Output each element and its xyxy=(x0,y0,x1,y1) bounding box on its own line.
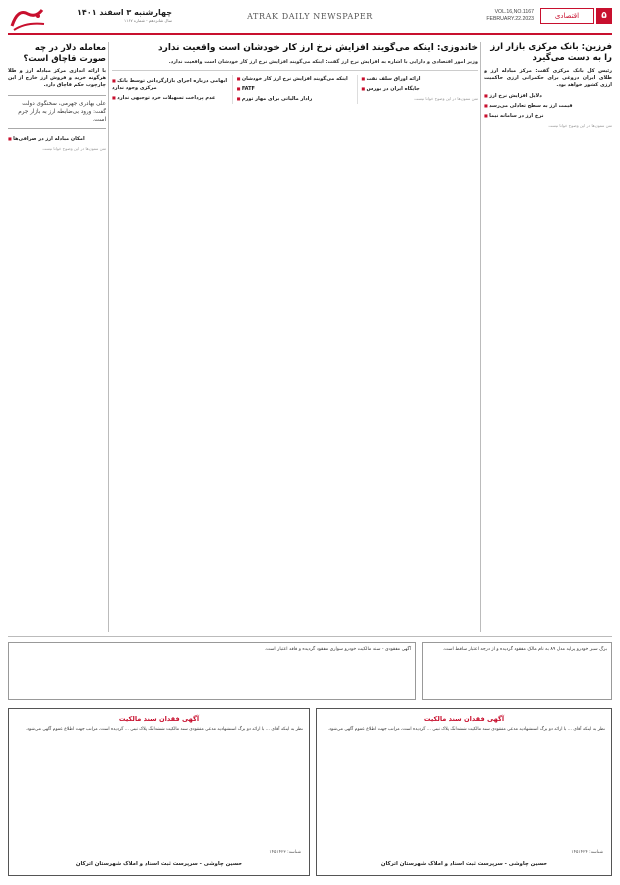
notice-title: آگهی فقدان سند مالکیت xyxy=(118,715,200,723)
classified-ad xyxy=(8,642,416,700)
main-article xyxy=(112,42,478,632)
classified-ad-text: آگهی مفقودی - سند مالکیت خودرو سواری مفقود گردیده و فاقد اعتبار است. xyxy=(264,647,411,652)
column-divider xyxy=(480,42,481,632)
classified-strip xyxy=(8,642,612,702)
right-article-headline: فرزین: بانک مرکزی بازار ارز را به دست می‌گیرد xyxy=(490,42,612,63)
date-block xyxy=(52,8,172,24)
right-article xyxy=(484,42,612,632)
main-subhead: ■ ابهامی درباره اجرای بازارگردانی توسط بانک مرکزی وجود ندارد xyxy=(112,77,229,92)
left-article xyxy=(8,42,106,632)
classified-ad-text: برگ سبز خودرو پراید مدل ۸۹ به نام مالک مفقود گردیده و از درجه اعتبار ساقط است. xyxy=(442,647,607,652)
illegible-text-note: متن ستون‌ها در این وضوح خوانا نیست xyxy=(414,96,478,101)
main-subhead: ■ ارائه اوراق سلف نفت xyxy=(361,75,478,83)
masthead xyxy=(0,0,620,40)
page-number: ۵ xyxy=(596,8,612,24)
legal-notice xyxy=(8,708,310,876)
newspaper-logo xyxy=(8,4,48,34)
notice-signature: حسین چاوشی - سرپرست ثبت اسناد و املاک شهرستان اترکان xyxy=(380,861,548,867)
masthead-rule xyxy=(8,33,612,35)
main-subhead: ■ جایگاه ایران در بورس xyxy=(361,85,478,93)
main-subhead: ■ FATF xyxy=(237,85,354,93)
main-subhead: ■ رادار مالیاتی برای مهار تورم xyxy=(237,95,354,103)
volume-number: VOL.16,NO.1167 xyxy=(494,9,534,15)
left-article-lead: با ارائه اندازی مرکز مبادله ارز و طلا هرگونه خرید و فروش ارز خارج از این چارچوب حکم قاچاق دارد. xyxy=(8,68,106,88)
main-subhead: ■ اینکه می‌گویند افزایش نرخ ارز کار خودشان xyxy=(237,75,354,83)
right-article-lead: رئیس کل بانک مرکزی گفت: مرکز مبادله ارز و طلای ایران دروغی برای حکمرانی ارزی حاکمیت ارزی کشور خواهد بود. xyxy=(484,68,612,88)
main-article-body xyxy=(112,75,478,104)
main-article-headline: خاندوزی: اینکه می‌گویند افزایش نرخ ارز کار خودشان است واقعیت ندارد xyxy=(158,43,478,53)
column-divider xyxy=(108,42,109,632)
logo-mark xyxy=(8,4,48,34)
illegible-text-note: متن ستون‌ها در این وضوح خوانا نیست xyxy=(548,123,612,128)
issue-info: سال شانزدهم - شماره ۱۱۶۷ xyxy=(124,18,172,23)
legal-notice xyxy=(316,708,612,876)
right-subhead: ■ نرخ ارز در سامانه نیما xyxy=(484,112,612,120)
section-divider xyxy=(8,636,612,637)
paper-name: ATRAK DAILY NEWSPAPER xyxy=(247,12,373,21)
notice-body: نظر به اینکه آقای ... با ارائه دو برگ استشهادیه مدعی مفقودی سند مالکیت ششدانگ پلاک ثبتی ... گردیده است، مراتب جهت اطلاع عموم آگهی می‌شود. xyxy=(25,727,303,732)
main-subhead: ■ عدم پرداخت تسهیلات خرد توجیهی ندارد xyxy=(112,94,229,102)
notice-title: آگهی فقدان سند مالکیت xyxy=(423,715,505,723)
notice-signature: حسین چاوشی - سرپرست ثبت اسناد و املاک شهرستان اترکان xyxy=(75,861,243,867)
notice-body: نظر به اینکه آقای ... با ارائه دو برگ استشهادیه مدعی مفقودی سند مالکیت ششدانگ پلاک ثبتی ... گردیده است، مراتب جهت اطلاع عموم آگهی می‌شود. xyxy=(327,727,605,732)
main-article-lead: وزیر امور اقتصادی و دارایی با اشاره به افزایش نرخ ارز گفت: اینکه می‌گویند افزایش نرخ ارز کار خودشان است واقعیت ندارد. xyxy=(112,59,478,71)
notice-id: شناسه: ۱۴۵۱۴۲۳ xyxy=(269,850,301,855)
date-english: FEBRUARY.22.2023 xyxy=(486,16,534,22)
left-subhead: ■ امکان مبادله ارز در صرافی‌ها xyxy=(8,135,106,143)
date-persian: چهارشنبه ۳ اسفند ۱۴۰۱ xyxy=(77,8,172,17)
classified-ad xyxy=(422,642,612,700)
left-article-headline: معامله دلار در چه صورت قاچاق است؟ xyxy=(23,42,106,63)
right-subhead: ■ قیمت ارز به سطح تعادلی می‌رسد xyxy=(484,102,612,110)
notice-id: شناسه: ۱۴۵۱۴۲۴ xyxy=(571,850,603,855)
volume-block xyxy=(474,9,534,23)
section-label: اقتصادی xyxy=(540,8,594,24)
illegible-text-note: متن ستون‌ها در این وضوح خوانا نیست xyxy=(42,146,106,151)
pull-quote: علی بهادری جهرمی، سخنگوی دولت گفت: ورود بی‌ضابطه ارز به بازار جرم است. xyxy=(8,95,106,129)
right-subhead: ■ دلایل افزایش نرخ ارز xyxy=(484,92,612,100)
